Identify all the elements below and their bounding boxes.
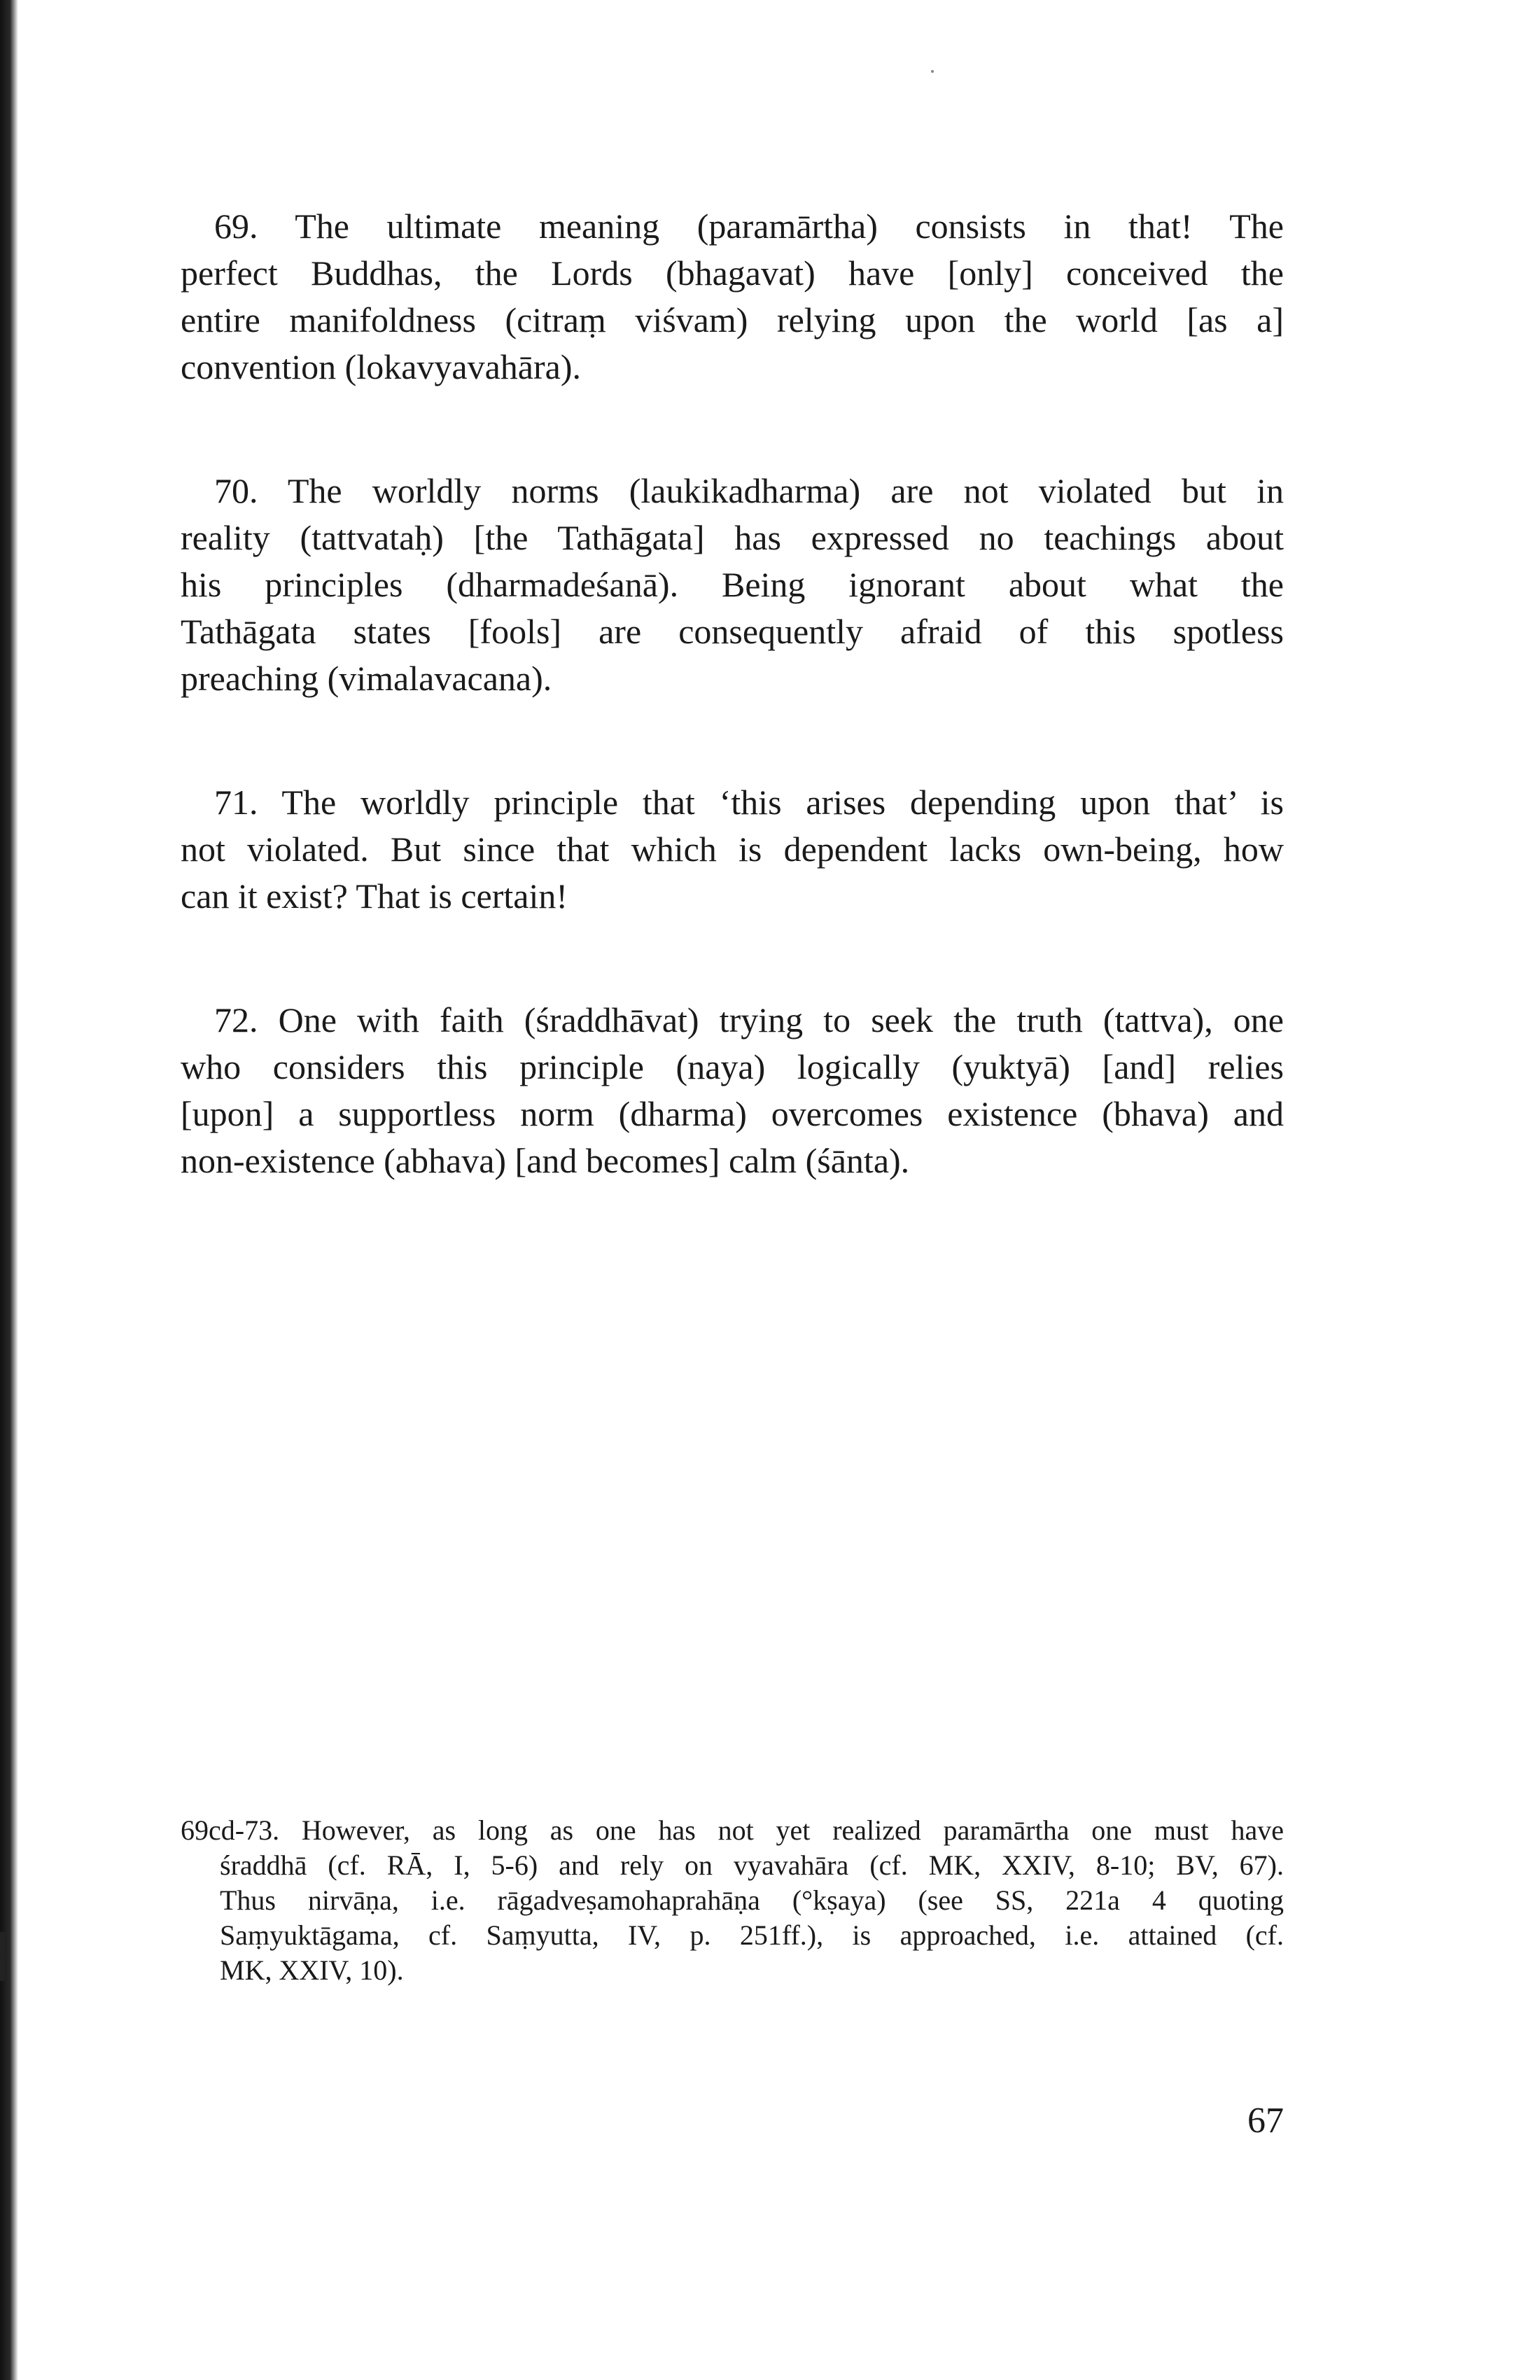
verse-line: Tathāgata states [fools] are consequently afraid of this spotless (181, 612, 1284, 651)
verse-69 (181, 203, 1284, 391)
verse-line: preaching (vimalavacana). (181, 659, 552, 698)
verse-line: not violated. But since that which is dependent lacks own-being, how (181, 830, 1284, 869)
verse-line: his principles (dharmadeśanā). Being ignorant about what the (181, 565, 1284, 604)
verse-72 (181, 997, 1284, 1184)
verse-line: [upon] a supportless norm (dharma) overcomes existence (bhava) and (181, 1094, 1284, 1133)
verse-line: non-existence (abhava) [and becomes] calm (śānta). (181, 1141, 910, 1180)
verse-line: convention (lokavyavahāra). (181, 347, 581, 386)
paper-speck (931, 70, 934, 73)
verse-line: reality (tattvataḥ) [the Tathāgata] has expressed no teachings about (181, 518, 1284, 557)
verse-line: 69. The ultimate meaning (paramārtha) consists in that! The (214, 206, 1284, 246)
verse-71 (181, 779, 1284, 920)
footnote-line: Saṃyuktāgama, cf. Saṃyutta, IV, p. 251ff.), is approached, i.e. attained (cf. (220, 1919, 1284, 1951)
verse-line: perfect Buddhas, the Lords (bhagavat) have [only] conceived the (181, 253, 1284, 293)
verse-line: 71. The worldly principle that ‘this arises depending upon that’ is (214, 783, 1284, 822)
footnote-line: MK, XXIV, 10). (220, 1954, 404, 1986)
verse-line: 72. One with faith (śraddhāvat) trying to seek the truth (tattva), one (214, 1000, 1284, 1040)
footnote-line: Thus nirvāṇa, i.e. rāgadveṣamohaprahāṇa (°kṣaya) (see SS, 221a 4 quoting (220, 1884, 1284, 1916)
page-number: 67 (1247, 2101, 1284, 2141)
binding-mark (0, 1932, 6, 1981)
verse-line: entire manifoldness (citraṃ viśvam) relying upon the world [as a] (181, 300, 1284, 340)
footnote-line: śraddhā (cf. RĀ, I, 5-6) and rely on vyavahāra (cf. MK, XXIV, 8-10; BV, 67). (220, 1849, 1284, 1881)
verse-text-block (181, 203, 1284, 1261)
verse-line: can it exist? That is certain! (181, 876, 568, 916)
binding-shadow (0, 0, 18, 2380)
verse-line: who considers this principle (naya) logically (yuktyā) [and] relies (181, 1047, 1284, 1086)
verse-70 (181, 468, 1284, 702)
footnote-line: 69cd-73. However, as long as one has not yet realized paramārtha one must have (181, 1814, 1284, 1846)
footnote (181, 1813, 1284, 1988)
verse-line: 70. The worldly norms (laukikadharma) are not violated but in (214, 471, 1284, 510)
